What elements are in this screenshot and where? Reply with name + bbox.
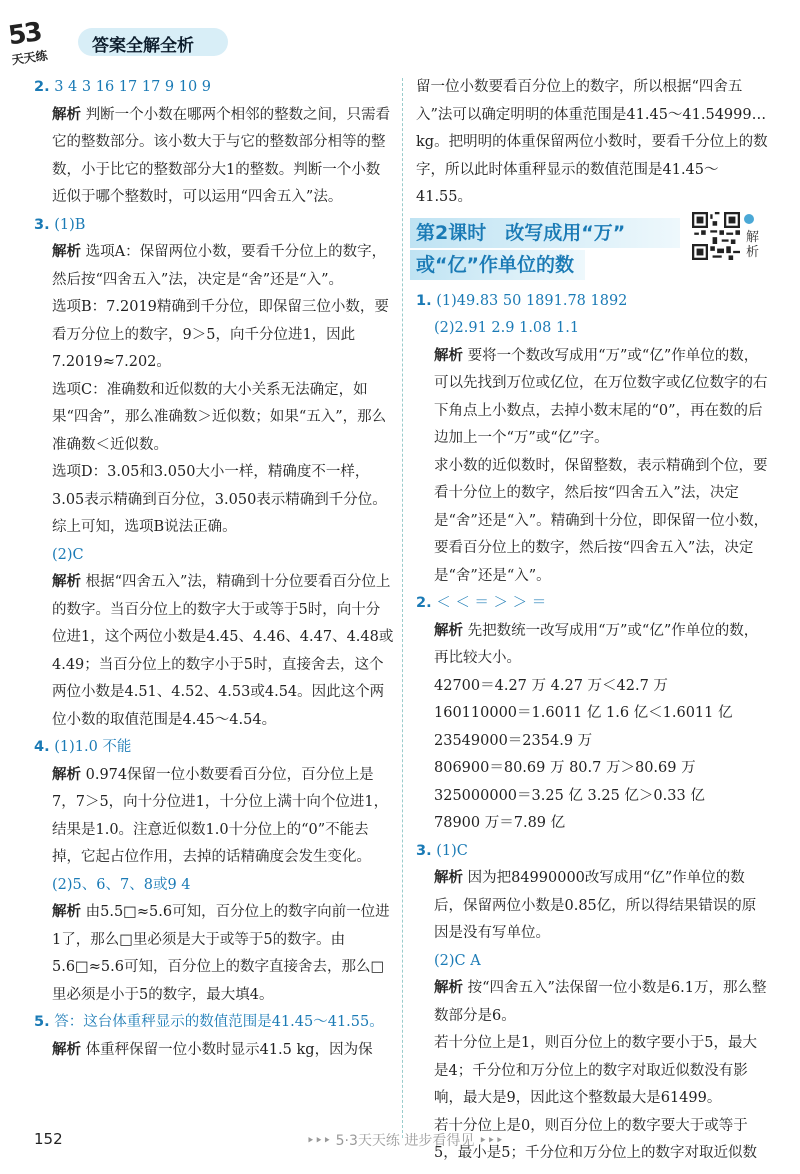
answer-text: (1)C — [436, 842, 468, 859]
logo-number: 53 — [6, 17, 43, 52]
section-title-line1: 第2课时 改写成用“万” — [416, 221, 626, 244]
explanation — [416, 865, 770, 948]
answer-text: (1)B — [54, 216, 86, 233]
explanation — [34, 762, 394, 872]
paragraph: 选项C：准确数和近似数的大小关系无法确定，如果“四舍”，那么准确数＞近似数；如果“五入”，那么准确数＜近似数。 — [52, 381, 387, 453]
explanation-label: 解析 — [434, 622, 463, 639]
paragraph: 综上可知，选项B说法正确。 — [52, 519, 237, 535]
question-number: 5. — [34, 1014, 50, 1030]
qr-code-icon[interactable] — [692, 212, 740, 260]
left-column — [34, 74, 394, 1064]
answer-text: ＜ ＜ ＝ ＞ ＞ ＝ — [436, 595, 547, 611]
continued-paragraph: 留一位小数要看百分位上的数字，所以根据“四舍五入”法可以确定明明的体重范围是41.45～41.54999…kg。把明明的体重保留两位小数时，要看千分位上的数字，所以此时体重秤显示的数值范围是41.45～41.55。 — [416, 79, 768, 205]
question-answer — [416, 590, 770, 618]
equation-line: 78900 万＝7.89 亿 — [434, 815, 566, 831]
question-number: 3. — [416, 842, 432, 859]
qr-label: 解析 — [746, 229, 760, 260]
column-divider — [402, 78, 403, 1138]
explanation-label: 解析 — [52, 766, 81, 783]
footer-slogan: ‣‣‣ 5·3天天练 进步看得见 ‣‣‣ — [306, 1133, 504, 1149]
explanation-label: 解析 — [52, 1041, 81, 1058]
sub-answer: (2)5、6、7、8或9 4 — [52, 876, 191, 893]
paragraph: 求小数的近似数时，保留整数，表示精确到个位，要看十分位上的数字，然后按“四舍五入”法，决定是“舍”还是“入”。精确到十分位，即保留一位小数，要看百分位上的数字，然后按“四舍五入”法，决定是“舍”还是“入”。 — [434, 457, 769, 584]
question-answer — [416, 838, 770, 866]
explanation-text: 判断一个小数在哪两个相邻的整数之间，只需看它的整数部分。该小数大于与它的整数部分相等的整数，小于比它的整数部分大1的整数。判断一个小数近似于哪个整数时，可以运用“四舍五入”法。 — [52, 106, 391, 205]
question-number: 2. — [416, 595, 432, 611]
explanation-text: 因为把84990000改写成用“亿”作单位的数后，保留两位小数是0.85亿，所以得结果错误的原因是没有写单位。 — [434, 870, 757, 941]
logo-sub: 天天练 — [10, 48, 49, 68]
question-answer — [34, 734, 394, 762]
question-number: 2. — [34, 79, 50, 95]
question-answer — [34, 1009, 394, 1037]
question-answer — [416, 288, 770, 316]
explanation — [34, 569, 394, 734]
explanation-label: 解析 — [434, 980, 463, 996]
paragraph: 选项D：3.05和3.050大小一样，精确度不一样，3.05表示精确到百分位，3.050表示精确到千分位。 — [52, 464, 387, 508]
explanation-text: 先把数统一改写成用“万”或“亿”作单位的数，再比较大小。 — [434, 622, 759, 666]
answer-text: 答：这台体重秤显示的数值范围是41.45～41.55。 — [54, 1014, 384, 1030]
explanation — [34, 102, 394, 212]
question-answer — [34, 212, 394, 240]
explanation-text: 由5.5□≈5.6可知，百分位上的数字向前一位进1了，那么□里必须是大于或等于5的数字。由5.6□≈5.6可知，百分位上的数字直接舍去，那么□里必须是小于5的数字，最大填4。 — [52, 904, 390, 1003]
answer-text: 3 4 3 16 17 17 9 10 9 — [54, 79, 212, 95]
explanation — [416, 618, 770, 673]
question-number: 4. — [34, 739, 50, 755]
sub-answer: (2)C A — [434, 952, 481, 969]
explanation-label: 解析 — [52, 904, 81, 920]
explanation-text: 0.974保留一位小数要看百分位，百分位上是7，7＞5，向十分位进1，十分位上满十向个位进1，结果是1.0。注意近似数1.0十分位上的“0”不能去掉，它起占位作用，去掉的话精确度会发生变化。 — [52, 766, 389, 865]
equation-line: 160110000＝1.6011 亿 1.6 亿＜1.6011 亿 — [434, 705, 733, 721]
explanation-label: 解析 — [434, 870, 463, 886]
question-number: 3. — [34, 216, 50, 233]
section-heading — [416, 216, 770, 282]
explanation — [416, 975, 770, 1030]
explanation — [34, 899, 394, 1009]
explanation-text: 体重秤保留一位小数时显示41.5 kg，因为保 — [85, 1041, 373, 1058]
section-title-line2: 或“亿”作单位的数 — [416, 253, 574, 276]
explanation — [416, 343, 770, 453]
page-number: 152 — [34, 1130, 63, 1148]
paragraph: 若十分位上是1，则百分位上的数字要小于5，最大是4；千分位和万分位上的数字对取近似数没有影响，最大是9，因此这个整数最大是61499。 — [434, 1035, 757, 1106]
question-number: 1. — [416, 292, 432, 309]
answer-text: (1)1.0 不能 — [54, 739, 132, 755]
paragraph: 若十分位上是0，则百分位上的数字要大于或等于5，最小是5；千分位和万分位上的数字对取近似数 — [434, 1117, 757, 1161]
equation-line: 23549000＝2354.9 万 — [434, 732, 593, 749]
play-dot-icon — [744, 214, 754, 224]
explanation-text: 要将一个数改写成用“万”或“亿”作单位的数，可以先找到万位或亿位，在万位数字或亿位数字的右下角点上小数点，去掉小数末尾的“0”，再在数的后边加上一个“万”或“亿”字。 — [434, 347, 768, 446]
explanation-text: 根据“四舍五入”法，精确到十分位要看百分位上的数字。当百分位上的数字大于或等于5时，向十分位进1，这个两位小数是4.45、4.46、4.47、4.48或4.49；当百分位上的数字小于5时，直接舍去，这个两位小数是4.51、4.52、4.53或4.54。因此这个两位小数的取值范围是4.45～4.54。 — [52, 574, 394, 728]
logo — [7, 16, 77, 74]
equation-line: 806900＝80.69 万 80.7 万＞80.69 万 — [434, 760, 696, 776]
explanation-label: 解析 — [434, 347, 463, 364]
paragraph: 选项B：7.2019精确到千分位，即保留三位小数，要看万分位上的数字，9＞5，向千分位进1，因此7.2019≈7.202。 — [52, 299, 389, 370]
explanation — [34, 239, 394, 294]
answer-text: (1)49.83 50 1891.78 1892 — [436, 292, 628, 309]
explanation-text: 按“四舍五入”法保留一位小数是6.1万，那么整数部分是6。 — [434, 980, 767, 1024]
equation-line: 325000000＝3.25 亿 3.25 亿＞0.33 亿 — [434, 787, 705, 804]
explanation — [34, 1037, 394, 1065]
sub-answer: (2)C — [52, 546, 84, 563]
right-column — [416, 74, 770, 1168]
explanation-label: 解析 — [52, 574, 81, 590]
question-answer — [34, 74, 394, 102]
right-content — [416, 288, 770, 1168]
explanation-label: 解析 — [52, 106, 81, 123]
explanation-text: 选项A：保留两位小数，要看千分位上的数字，然后按“四舍五入”法，决定是“舍”还是“入”。 — [52, 244, 387, 288]
header-title: 答案全解全析 — [92, 36, 194, 56]
sub-answer: (2)2.91 2.9 1.08 1.1 — [434, 320, 580, 336]
explanation-label: 解析 — [52, 244, 81, 260]
equation-line: 42700＝4.27 万 4.27 万＜42.7 万 — [434, 677, 668, 694]
